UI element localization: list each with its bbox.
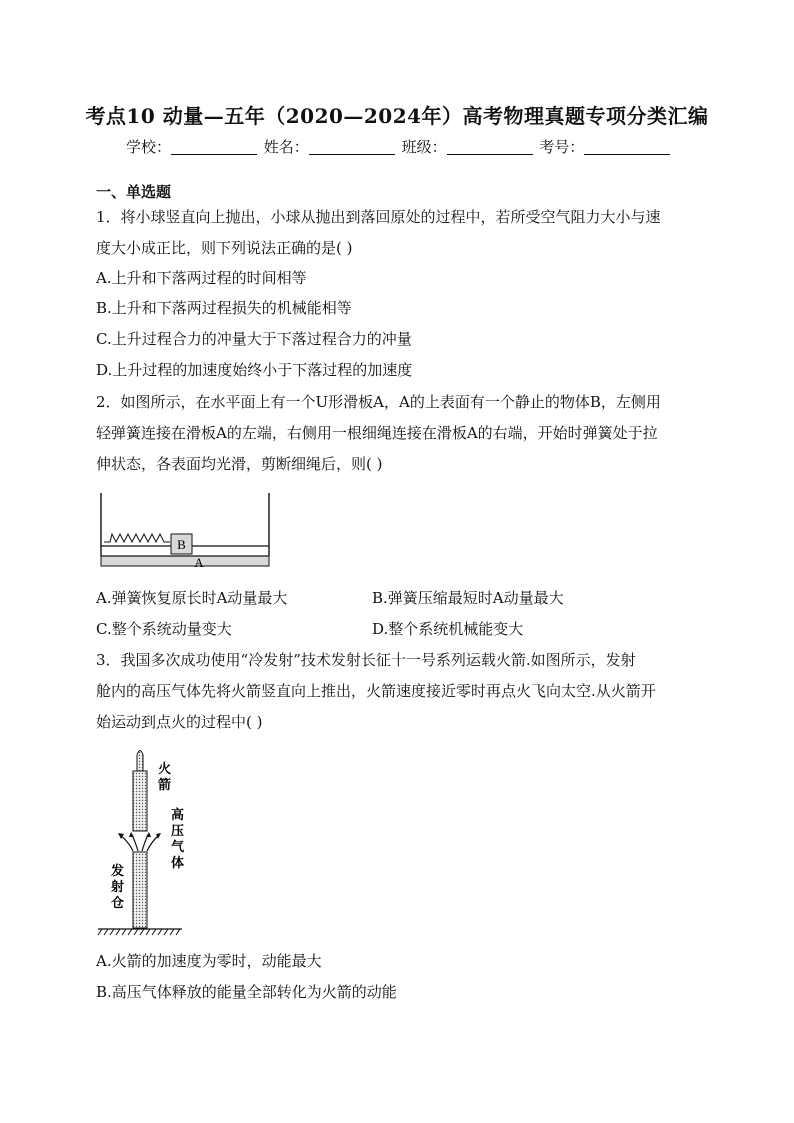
q2-option-c: C.整个系统动量变大 <box>96 620 232 638</box>
q2-option-a: A.弹簧恢复原长时A动量最大 <box>96 589 288 607</box>
gas-arrows-icon <box>120 835 159 851</box>
section-heading: 一、单选题 <box>96 183 172 201</box>
school-label: 学校： <box>126 138 172 156</box>
name-label: 姓名： <box>263 138 309 156</box>
q2-figure-u-board <box>96 490 276 570</box>
name-blank[interactable] <box>309 140 395 155</box>
q3-option-a: A.火箭的加速度为零时，动能最大 <box>96 952 322 970</box>
silo-label: 发射仓 <box>111 864 125 911</box>
block-b-label: B <box>177 537 186 552</box>
gas-label: 高压气体 <box>171 808 185 871</box>
gas-arrowheads <box>118 832 161 839</box>
board-a-label: A <box>194 555 204 570</box>
class-label: 班级： <box>401 138 447 156</box>
ground-hatch <box>98 929 180 935</box>
rocket-label: 火箭 <box>158 762 172 793</box>
q1-stem-line2: 度大小成正比，则下列说法正确的是( ) <box>96 239 353 257</box>
page-title: 考点10 动量—五年（2020—2024年）高考物理真题专项分类汇编 <box>85 104 709 128</box>
student-info-row <box>126 136 686 157</box>
q1-option-c: C.上升过程合力的冲量大于下落过程合力的冲量 <box>96 330 412 348</box>
q3-figure-cold-launch <box>96 745 206 935</box>
q3-option-b: B.高压气体释放的能量全部转化为火箭的动能 <box>96 983 397 1001</box>
rocket-icon <box>133 751 147 832</box>
q2-stem-line3: 伸状态，各表面均光滑，剪断细绳后，则( ) <box>96 455 383 473</box>
q1-option-b: B.上升和下落两过程损失的机械能相等 <box>96 299 352 317</box>
q3-stem-line2: 舱内的高压气体先将火箭竖直向上推出，火箭速度接近零时再点火飞向太空.从火箭开 <box>96 682 656 700</box>
q1-stem-line1: 1．将小球竖直向上抛出，小球从抛出到落回原处的过程中，若所受空气阻力大小与速 <box>96 208 661 226</box>
silo-tube <box>133 852 147 928</box>
class-blank[interactable] <box>447 140 533 155</box>
q3-stem-line3: 始运动到点火的过程中( ) <box>96 713 263 731</box>
school-blank[interactable] <box>171 140 257 155</box>
q2-option-b: B.弹簧压缩最短时A动量最大 <box>372 589 564 607</box>
q2-stem-line1: 2．如图所示，在水平面上有一个U形滑板A，A的上表面有一个静止的物体B，左侧用 <box>96 393 661 411</box>
exam-number-blank[interactable] <box>584 140 670 155</box>
q2-option-d: D.整个系统机械能变大 <box>372 620 524 638</box>
q2-stem-line2: 轻弹簧连接在滑板A的左端，右侧用一根细绳连接在滑板A的右端，开始时弹簧处于拉 <box>96 424 658 442</box>
q1-option-a: A.上升和下落两过程的时间相等 <box>96 269 307 287</box>
q3-stem-line1: 3．我国多次成功使用“冷发射”技术发射长征十一号系列运载火箭.如图所示，发射 <box>96 651 636 669</box>
exam-number-label: 考号： <box>539 138 585 156</box>
q1-option-d: D.上升过程的加速度始终小于下落过程的加速度 <box>96 361 413 379</box>
